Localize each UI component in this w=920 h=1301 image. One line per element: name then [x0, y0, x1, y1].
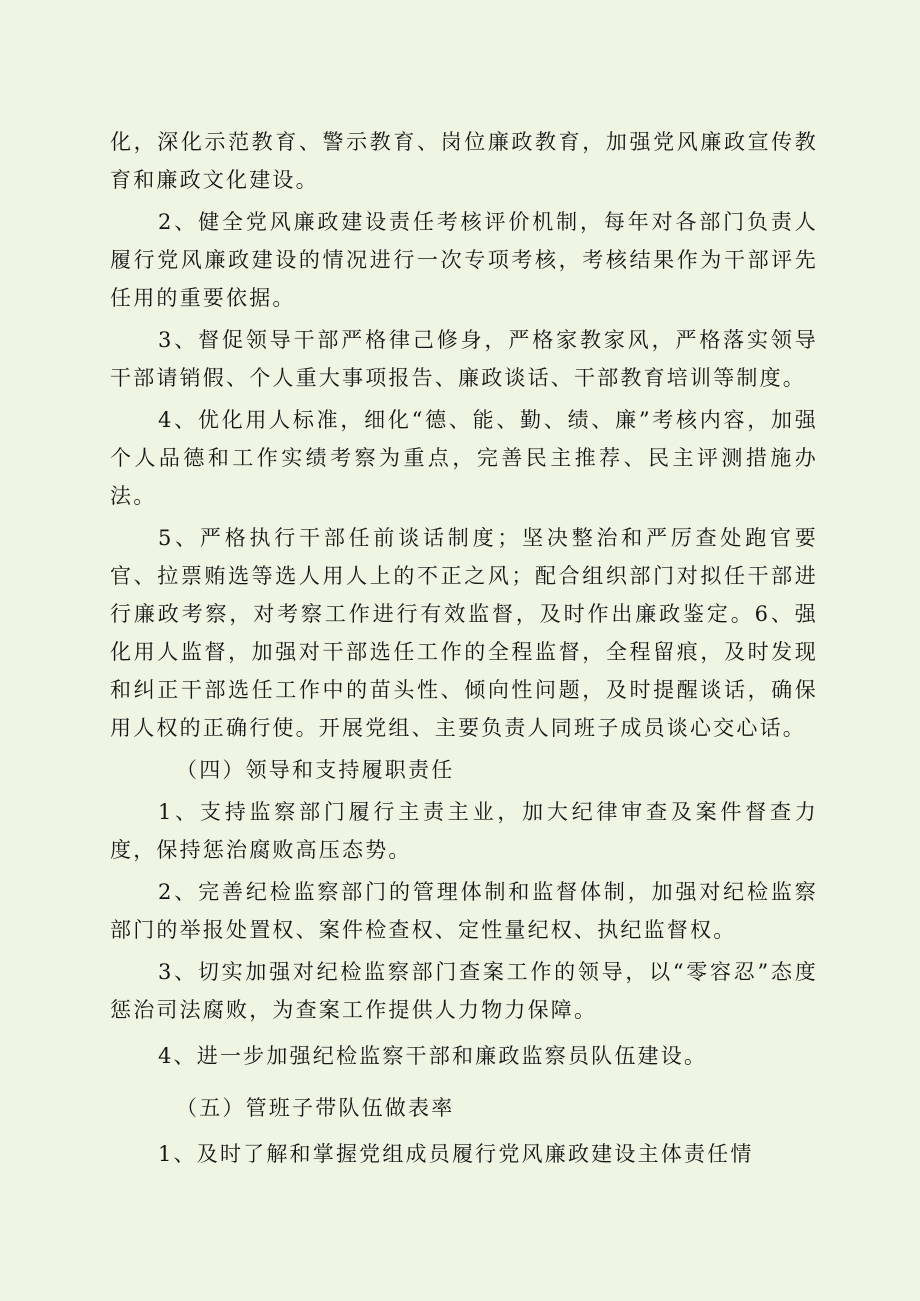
paragraph-continuation: 化，深化示范教育、警示教育、岗位廉政教育，加强党风廉政宣传教育和廉政文化建设。	[110, 130, 818, 192]
section-heading-four: （四）领导和支持履职责任	[176, 758, 455, 782]
paragraph-section4-item-3: 3、切实加强对纪检监察部门查案工作的领导，以“零容忍”态度惩治司法腐败，为查案工作提供人力物力保障。	[110, 960, 818, 1022]
paragraph-item-2: 2、健全党风廉政建设责任考核评价机制，每年对各部门负责人履行党风廉政建设的情况进行一次专项考核，考核结果作为干部评先任用的重要依据。	[110, 210, 818, 310]
paragraph-section4-item-4: 4、进一步加强纪检监察干部和廉政监察员队伍建设。	[158, 1044, 708, 1068]
paragraph-item-4: 4、优化用人标准，细化“德、能、勤、绩、廉”考核内容，加强个人品德和工作实绩考察为重点，完善民主推荐、民主评测措施办法。	[110, 408, 818, 508]
paragraph-item-3: 3、督促领导干部严格律己修身，严格家教家风，严格落实领导干部请销假、个人重大事项报告、廉政谈话、干部教育培训等制度。	[110, 328, 818, 390]
paragraph-section5-item-1: 1、及时了解和掌握党组成员履行党风廉政建设主体责任情	[158, 1142, 754, 1166]
paragraph-item-5-6: 5、严格执行干部任前谈话制度；坚决整治和严厉查处跑官要官、拉票贿选等选人用人上的不正之风；配合组织部门对拟任干部进行廉政考察，对考察工作进行有效监督，及时作出廉政鉴定。6、强化用人监督，加强对干部选任工作的全程监督，全程留痕，及时发现和纠正干部选任工作中的苗头性、倾向性问题，及时提醒谈话，确保用人权的正确行使。开展党组、主要负责人同班子成员谈心交心话。	[110, 526, 818, 740]
section-heading-five: （五）管班子带队伍做表率	[176, 1096, 455, 1120]
document-body	[110, 123, 818, 1173]
paragraph-section4-item-2: 2、完善纪检监察部门的管理体制和监督体制，加强对纪检监察部门的举报处置权、案件检查权、定性量纪权、执纪监督权。	[110, 880, 818, 942]
paragraph-section4-item-1: 1、支持监察部门履行主责主业，加大纪律审查及案件督查力度，保持惩治腐败高压态势。	[110, 800, 818, 862]
